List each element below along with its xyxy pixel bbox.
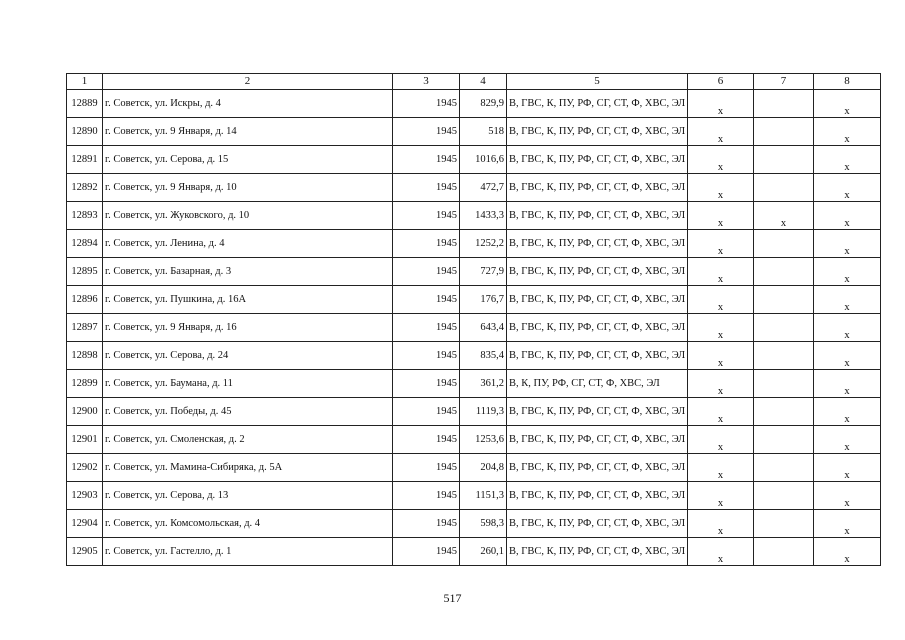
mark-col-6: х <box>688 118 754 146</box>
table-row <box>67 118 881 146</box>
address-cell: г. Советск, ул. Гастелло, д. 1 <box>103 538 393 566</box>
area-cell: 1433,3 <box>460 202 507 230</box>
row-number: 12897 <box>67 314 103 342</box>
row-number: 12903 <box>67 482 103 510</box>
mark-col-7 <box>754 482 814 510</box>
row-number: 12893 <box>67 202 103 230</box>
row-number: 12904 <box>67 510 103 538</box>
address-cell: г. Советск, ул. 9 Января, д. 10 <box>103 174 393 202</box>
header-col-3: 3 <box>393 74 460 90</box>
mark-col-7 <box>754 146 814 174</box>
table-row <box>67 454 881 482</box>
mark-col-8: х <box>814 426 881 454</box>
mark-col-6: х <box>688 202 754 230</box>
utilities-cell: В, ГВС, К, ПУ, РФ, СГ, СТ, Ф, ХВС, ЭЛ <box>507 174 688 202</box>
mark-col-8: х <box>814 314 881 342</box>
table-body <box>67 74 881 566</box>
utilities-cell: В, ГВС, К, ПУ, РФ, СГ, СТ, Ф, ХВС, ЭЛ <box>507 454 688 482</box>
table-row <box>67 510 881 538</box>
utilities-cell: В, ГВС, К, ПУ, РФ, СГ, СТ, Ф, ХВС, ЭЛ <box>507 482 688 510</box>
mark-col-7 <box>754 538 814 566</box>
mark-col-8: х <box>814 482 881 510</box>
mark-col-6: х <box>688 510 754 538</box>
mark-col-8: х <box>814 342 881 370</box>
table-row <box>67 398 881 426</box>
table-row <box>67 370 881 398</box>
area-cell: 518 <box>460 118 507 146</box>
address-cell: г. Советск, ул. Комсомольская, д. 4 <box>103 510 393 538</box>
area-cell: 643,4 <box>460 314 507 342</box>
row-number: 12889 <box>67 90 103 118</box>
mark-col-7 <box>754 510 814 538</box>
utilities-cell: В, ГВС, К, ПУ, РФ, СГ, СТ, Ф, ХВС, ЭЛ <box>507 90 688 118</box>
address-cell: г. Советск, ул. Смоленская, д. 2 <box>103 426 393 454</box>
mark-col-8: х <box>814 286 881 314</box>
area-cell: 829,9 <box>460 90 507 118</box>
mark-col-6: х <box>688 538 754 566</box>
table-row <box>67 314 881 342</box>
address-cell: г. Советск, ул. Ленина, д. 4 <box>103 230 393 258</box>
utilities-cell: В, К, ПУ, РФ, СГ, СТ, Ф, ХВС, ЭЛ <box>507 370 688 398</box>
utilities-cell: В, ГВС, К, ПУ, РФ, СГ, СТ, Ф, ХВС, ЭЛ <box>507 286 688 314</box>
mark-col-6: х <box>688 258 754 286</box>
address-cell: г. Советск, ул. Пушкина, д. 16А <box>103 286 393 314</box>
year-cell: 1945 <box>393 454 460 482</box>
row-number: 12895 <box>67 258 103 286</box>
mark-col-8: х <box>814 370 881 398</box>
area-cell: 260,1 <box>460 538 507 566</box>
address-cell: г. Советск, ул. Баумана, д. 11 <box>103 370 393 398</box>
table-row <box>67 482 881 510</box>
year-cell: 1945 <box>393 482 460 510</box>
utilities-cell: В, ГВС, К, ПУ, РФ, СГ, СТ, Ф, ХВС, ЭЛ <box>507 146 688 174</box>
area-cell: 1119,3 <box>460 398 507 426</box>
mark-col-7 <box>754 230 814 258</box>
area-cell: 176,7 <box>460 286 507 314</box>
mark-col-7 <box>754 286 814 314</box>
address-cell: г. Советск, ул. Базарная, д. 3 <box>103 258 393 286</box>
header-col-5: 5 <box>507 74 688 90</box>
table-row <box>67 426 881 454</box>
utilities-cell: В, ГВС, К, ПУ, РФ, СГ, СТ, Ф, ХВС, ЭЛ <box>507 314 688 342</box>
year-cell: 1945 <box>393 118 460 146</box>
table-row <box>67 342 881 370</box>
mark-col-7 <box>754 90 814 118</box>
mark-col-6: х <box>688 230 754 258</box>
mark-col-6: х <box>688 90 754 118</box>
mark-col-6: х <box>688 174 754 202</box>
utilities-cell: В, ГВС, К, ПУ, РФ, СГ, СТ, Ф, ХВС, ЭЛ <box>507 230 688 258</box>
area-cell: 598,3 <box>460 510 507 538</box>
mark-col-7 <box>754 454 814 482</box>
row-number: 12891 <box>67 146 103 174</box>
address-cell: г. Советск, ул. Победы, д. 45 <box>103 398 393 426</box>
year-cell: 1945 <box>393 90 460 118</box>
year-cell: 1945 <box>393 342 460 370</box>
mark-col-7 <box>754 342 814 370</box>
mark-col-7 <box>754 398 814 426</box>
area-cell: 361,2 <box>460 370 507 398</box>
year-cell: 1945 <box>393 286 460 314</box>
row-number: 12890 <box>67 118 103 146</box>
address-cell: г. Советск, ул. 9 Января, д. 14 <box>103 118 393 146</box>
table-row <box>67 146 881 174</box>
mark-col-8: х <box>814 398 881 426</box>
utilities-cell: В, ГВС, К, ПУ, РФ, СГ, СТ, Ф, ХВС, ЭЛ <box>507 398 688 426</box>
header-col-4: 4 <box>460 74 507 90</box>
mark-col-6: х <box>688 314 754 342</box>
area-cell: 472,7 <box>460 174 507 202</box>
address-cell: г. Советск, ул. Искры, д. 4 <box>103 90 393 118</box>
table-row <box>67 230 881 258</box>
table-row <box>67 258 881 286</box>
utilities-cell: В, ГВС, К, ПУ, РФ, СГ, СТ, Ф, ХВС, ЭЛ <box>507 510 688 538</box>
mark-col-6: х <box>688 398 754 426</box>
row-number: 12902 <box>67 454 103 482</box>
table-row <box>67 90 881 118</box>
mark-col-6: х <box>688 482 754 510</box>
mark-col-6: х <box>688 342 754 370</box>
mark-col-6: х <box>688 286 754 314</box>
mark-col-8: х <box>814 230 881 258</box>
year-cell: 1945 <box>393 258 460 286</box>
year-cell: 1945 <box>393 314 460 342</box>
mark-col-7 <box>754 118 814 146</box>
year-cell: 1945 <box>393 398 460 426</box>
header-col-2: 2 <box>103 74 393 90</box>
header-col-1: 1 <box>67 74 103 90</box>
address-cell: г. Советск, ул. Серова, д. 13 <box>103 482 393 510</box>
mark-col-7 <box>754 174 814 202</box>
mark-col-8: х <box>814 146 881 174</box>
mark-col-7 <box>754 370 814 398</box>
area-cell: 727,9 <box>460 258 507 286</box>
year-cell: 1945 <box>393 510 460 538</box>
mark-col-7: х <box>754 202 814 230</box>
row-number: 12905 <box>67 538 103 566</box>
area-cell: 835,4 <box>460 342 507 370</box>
row-number: 12898 <box>67 342 103 370</box>
area-cell: 204,8 <box>460 454 507 482</box>
address-cell: г. Советск, ул. 9 Января, д. 16 <box>103 314 393 342</box>
area-cell: 1151,3 <box>460 482 507 510</box>
header-col-8: 8 <box>814 74 881 90</box>
mark-col-7 <box>754 314 814 342</box>
row-number: 12892 <box>67 174 103 202</box>
year-cell: 1945 <box>393 174 460 202</box>
header-col-7: 7 <box>754 74 814 90</box>
mark-col-6: х <box>688 370 754 398</box>
row-number: 12896 <box>67 286 103 314</box>
column-number-header-row <box>67 74 881 90</box>
utilities-cell: В, ГВС, К, ПУ, РФ, СГ, СТ, Ф, ХВС, ЭЛ <box>507 258 688 286</box>
area-cell: 1252,2 <box>460 230 507 258</box>
mark-col-8: х <box>814 510 881 538</box>
year-cell: 1945 <box>393 146 460 174</box>
utilities-cell: В, ГВС, К, ПУ, РФ, СГ, СТ, Ф, ХВС, ЭЛ <box>507 202 688 230</box>
row-number: 12894 <box>67 230 103 258</box>
mark-col-7 <box>754 426 814 454</box>
utilities-cell: В, ГВС, К, ПУ, РФ, СГ, СТ, Ф, ХВС, ЭЛ <box>507 426 688 454</box>
housing-register-table <box>66 73 881 566</box>
utilities-cell: В, ГВС, К, ПУ, РФ, СГ, СТ, Ф, ХВС, ЭЛ <box>507 118 688 146</box>
year-cell: 1945 <box>393 202 460 230</box>
header-col-6: 6 <box>688 74 754 90</box>
year-cell: 1945 <box>393 230 460 258</box>
table-row <box>67 202 881 230</box>
year-cell: 1945 <box>393 426 460 454</box>
mark-col-8: х <box>814 174 881 202</box>
address-cell: г. Советск, ул. Серова, д. 15 <box>103 146 393 174</box>
mark-col-8: х <box>814 202 881 230</box>
address-cell: г. Советск, ул. Серова, д. 24 <box>103 342 393 370</box>
row-number: 12900 <box>67 398 103 426</box>
mark-col-6: х <box>688 146 754 174</box>
page-number: 517 <box>443 591 462 605</box>
mark-col-8: х <box>814 118 881 146</box>
mark-col-8: х <box>814 538 881 566</box>
mark-col-6: х <box>688 426 754 454</box>
mark-col-8: х <box>814 258 881 286</box>
address-cell: г. Советск, ул. Мамина-Сибиряка, д. 5А <box>103 454 393 482</box>
row-number: 12899 <box>67 370 103 398</box>
mark-col-6: х <box>688 454 754 482</box>
table-row <box>67 174 881 202</box>
row-number: 12901 <box>67 426 103 454</box>
year-cell: 1945 <box>393 370 460 398</box>
mark-col-7 <box>754 258 814 286</box>
mark-col-8: х <box>814 90 881 118</box>
address-cell: г. Советск, ул. Жуковского, д. 10 <box>103 202 393 230</box>
utilities-cell: В, ГВС, К, ПУ, РФ, СГ, СТ, Ф, ХВС, ЭЛ <box>507 342 688 370</box>
area-cell: 1253,6 <box>460 426 507 454</box>
area-cell: 1016,6 <box>460 146 507 174</box>
utilities-cell: В, ГВС, К, ПУ, РФ, СГ, СТ, Ф, ХВС, ЭЛ <box>507 538 688 566</box>
table-row <box>67 538 881 566</box>
table-row <box>67 286 881 314</box>
year-cell: 1945 <box>393 538 460 566</box>
mark-col-8: х <box>814 454 881 482</box>
